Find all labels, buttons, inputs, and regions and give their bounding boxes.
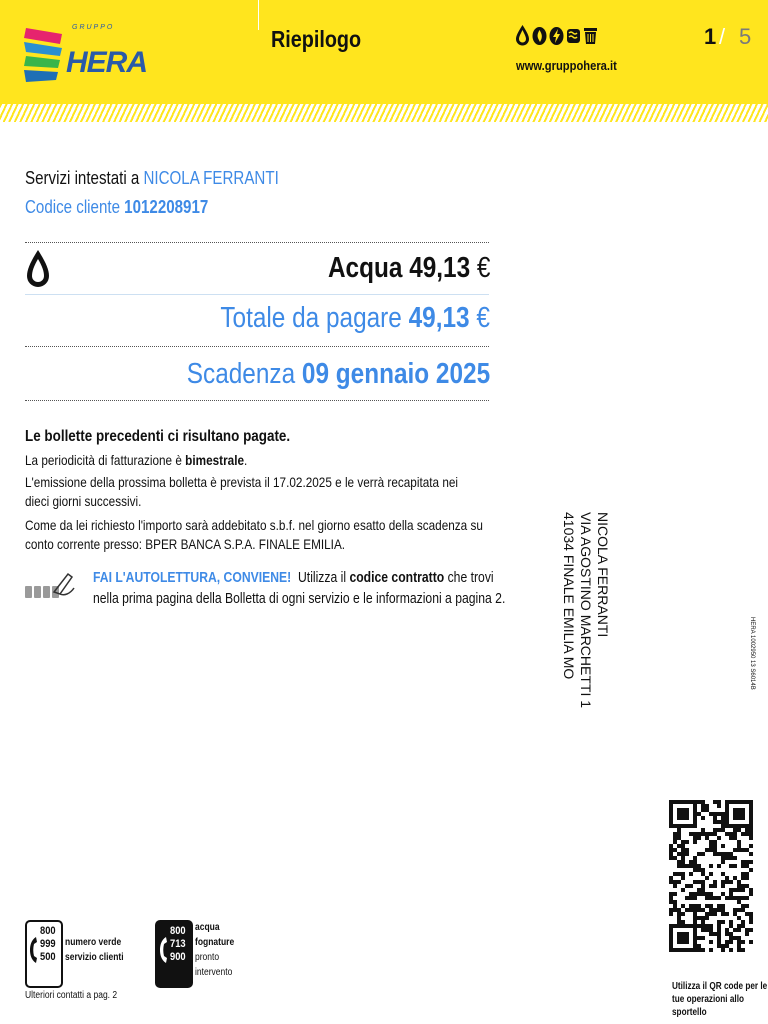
account-holder [25,168,279,189]
green-number-box [25,920,63,988]
emergency-number-box [155,920,193,988]
page-number-current: 1 [704,24,717,49]
water-amount-value: 49,13 [408,252,470,284]
brand-group-label: GRUPPO [72,24,115,31]
district-heating-icon [566,24,581,46]
recipient-street: VIA AGOSTINO MARCHETTI 1 [578,512,594,709]
water-amount [327,252,490,285]
due-date-label: Scadenza [186,358,296,390]
postal-code-text: HERA 1002950 13 S6014B [749,617,755,690]
qr-caption-text: Utilizza il QR code per le tue operazioni allo sportello [672,981,768,1018]
account-holder-label: Servizi intestati a [25,168,140,188]
phone-handset-icon [29,936,38,964]
billing-periodicity [25,451,247,470]
customer-code-value: 1012208917 [124,197,209,217]
header-band [0,0,768,104]
green-number-label-2: servizio clienti [65,952,124,963]
water-drop-icon [515,24,530,46]
due-date [187,358,490,391]
contract-code-label: codice contratto [349,570,445,586]
due-date-value: 09 gennaio 2025 [301,358,490,390]
brand-name: HERA [66,46,148,79]
emergency-label-3: pronto [195,952,220,963]
emergency-label-4: intervento [195,967,233,978]
divider-dotted [25,242,489,243]
service-icons [515,24,598,46]
green-number-label-1: numero verde [65,937,122,948]
self-reading-text-2: che trovi nella prima pagina della Bolletta di ogni servizio e le informazioni a pagina 2. [93,570,506,607]
billing-periodicity-label: La periodicità di fatturazione è [25,452,182,468]
previous-bills-status: Le bollette precedenti ci risultano pagate. [25,428,291,445]
green-number-value: 800 999 500 [40,925,56,963]
qr-caption [672,980,768,1019]
emergency-label-2: fognature [195,937,235,948]
billing-periodicity-value: bimestrale [185,452,245,468]
divider-solid [25,294,489,295]
total-due-value: 49,13 [408,302,470,334]
account-holder-name: NICOLA FERRANTI [143,168,279,188]
direct-debit-note: Come da lei richiesto l'importo sarà addebitato s.b.f. nel giorno esatto della scadenza su conto corrente presso: BPER BANCA S.P.A. FINALE EMILIA. [25,517,483,552]
recipient-address [561,512,611,752]
self-reading-message [93,568,513,610]
page-number-total: 5 [739,24,752,49]
customer-code-label: Codice cliente [25,197,120,217]
water-amount-label: Acqua [327,252,402,284]
self-reading-icon [24,566,76,604]
qr-code[interactable] [669,800,753,952]
green-number-contact[interactable] [25,920,145,986]
recipient-name: NICOLA FERRANTI [595,512,611,638]
next-bill-note: L'emissione della prossima bolletta è prevista il 17.02.2025 e le verrà recapitata nei dieci giorni successivi. [25,474,459,509]
gas-flame-icon [532,24,547,46]
website-link[interactable]: www.gruppohera.it [516,58,617,73]
customer-code [25,197,208,218]
qr-code-icon [669,800,753,952]
recipient-city: 41034 FINALE EMILIA MO [561,512,577,680]
total-due-currency: € [476,302,490,334]
self-reading-headline[interactable]: FAI L'AUTOLETTURA, CONVIENE! [93,570,292,586]
emergency-label-1: acqua [195,922,220,933]
divider-dotted [25,346,489,347]
page-title: Riepilogo [271,26,362,52]
header-divider [258,0,259,30]
total-due-label: Totale da pagare [220,302,402,334]
page-number-separator: / [719,24,726,49]
emergency-number-value: 800 713 900 [170,925,186,963]
hera-logo-waves-icon [22,22,70,88]
divider-dotted [25,400,489,401]
water-drop-icon [26,249,50,289]
waste-bin-icon [583,24,598,46]
water-amount-currency: € [476,252,490,284]
header-stripe [0,104,768,122]
self-reading-text-1: Utilizza il [298,570,347,586]
other-contacts-note: Ulteriori contatti a pag. 2 [25,990,118,1001]
hera-logo [22,22,148,92]
emergency-contact[interactable] [155,920,275,986]
billing-periodicity-suffix: . [244,452,248,468]
total-due [220,302,490,335]
phone-handset-icon [159,936,168,964]
electricity-icon [549,24,564,46]
